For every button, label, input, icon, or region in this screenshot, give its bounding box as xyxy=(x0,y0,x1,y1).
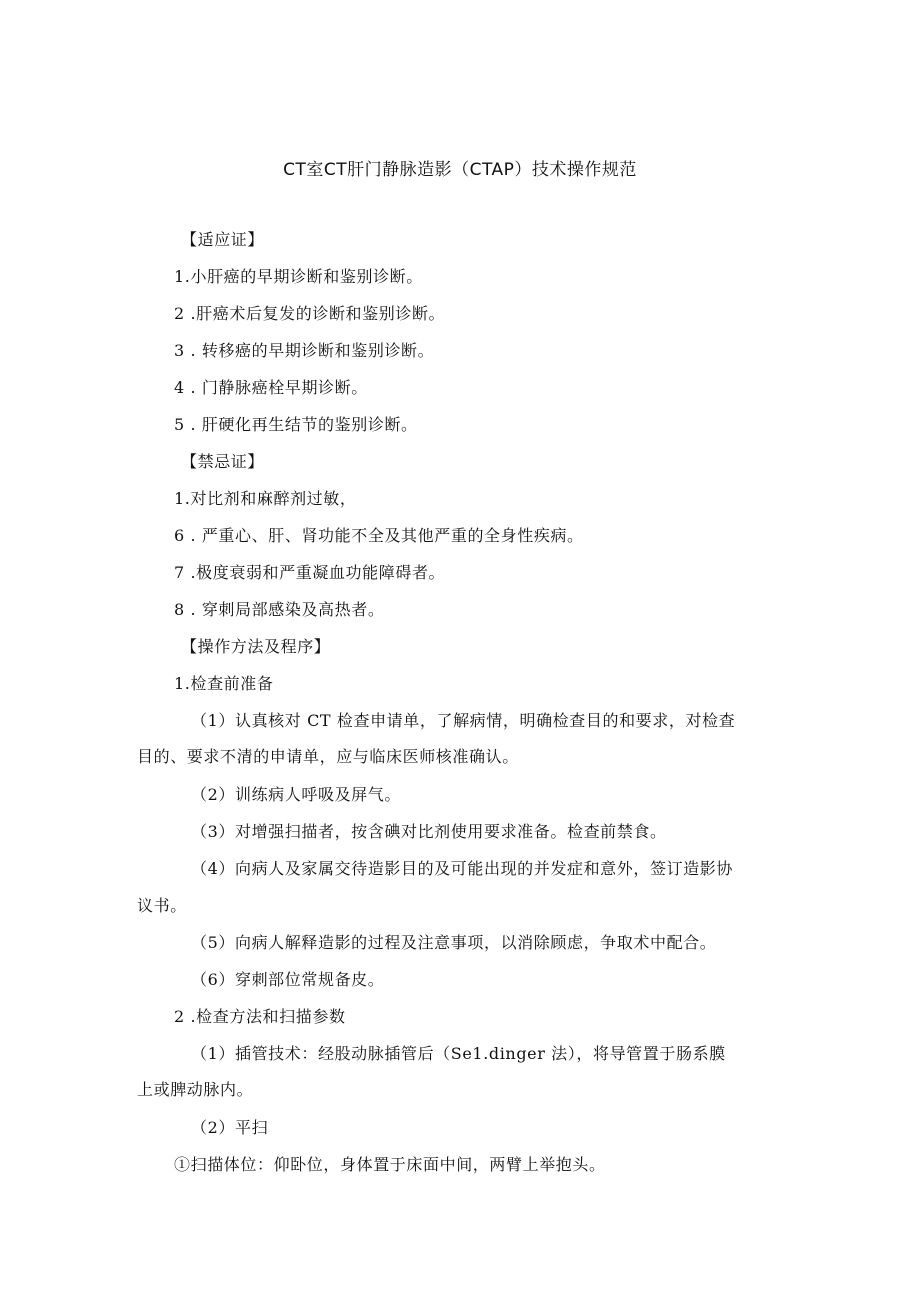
list-item: 7 .极度衰弱和严重凝血功能障碍者。 xyxy=(174,563,446,582)
paragraph-line: （2）平扫 xyxy=(191,1118,269,1137)
paragraph-line: （4）向病人及家属交待造影目的及可能出现的并发症和意外，签订造影协 xyxy=(191,859,733,878)
list-item: 6 . 严重心、肝、肾功能不全及其他严重的全身性疾病。 xyxy=(174,526,584,545)
paragraph-line: （3）对增强扫描者，按含碘对比剂使用要求准备。检查前禁食。 xyxy=(191,822,667,841)
paragraph-line: （1）插管技术：经股动脉插管后（Se1.dinger 法），将导管置于肠系膜 xyxy=(191,1044,726,1063)
section-heading-contraindications: 【禁忌证】 xyxy=(181,452,265,471)
section-heading-indications: 【适应证】 xyxy=(181,230,265,249)
list-item: 2 .肝癌术后复发的诊断和鉴别诊断。 xyxy=(174,304,446,323)
list-item: 4 . 门静脉癌栓早期诊断。 xyxy=(174,378,368,397)
list-item: 1.小肝癌的早期诊断和鉴别诊断。 xyxy=(174,267,423,286)
paragraph-line: 议书。 xyxy=(137,896,187,915)
paragraph-line: （5）向病人解释造影的过程及注意事项，以消除顾虑，争取术中配合。 xyxy=(191,933,717,952)
subsection-heading: 1.检查前准备 xyxy=(174,674,274,693)
paragraph-line: ①扫描体位：仰卧位，身体置于床面中间，两臂上举抱头。 xyxy=(174,1155,606,1174)
paragraph-line: （2）训练病人呼吸及屏气。 xyxy=(191,785,401,804)
document-title: CT室CT肝门静脉造影（CTAP）技术操作规范 xyxy=(283,160,637,180)
list-item: 5 . 肝硬化再生结节的鉴别诊断。 xyxy=(174,415,418,434)
subsection-heading: 2 .检查方法和扫描参数 xyxy=(174,1007,346,1026)
list-item: 8 . 穿刺局部感染及高热者。 xyxy=(174,600,385,619)
paragraph-line: （1）认真核对 CT 检查申请单，了解病情，明确检查目的和要求，对检查 xyxy=(191,711,736,730)
list-item: 3 . 转移癌的早期诊断和鉴别诊断。 xyxy=(174,341,435,360)
paragraph-line: 上或脾动脉内。 xyxy=(137,1080,254,1099)
list-item: 1.对比剂和麻醉剂过敏， xyxy=(174,489,357,508)
paragraph-line: （6）穿刺部位常规备皮。 xyxy=(191,970,385,989)
section-heading-procedure: 【操作方法及程序】 xyxy=(181,637,331,656)
paragraph-line: 目的、要求不清的申请单，应与临床医师核准确认。 xyxy=(137,747,519,766)
